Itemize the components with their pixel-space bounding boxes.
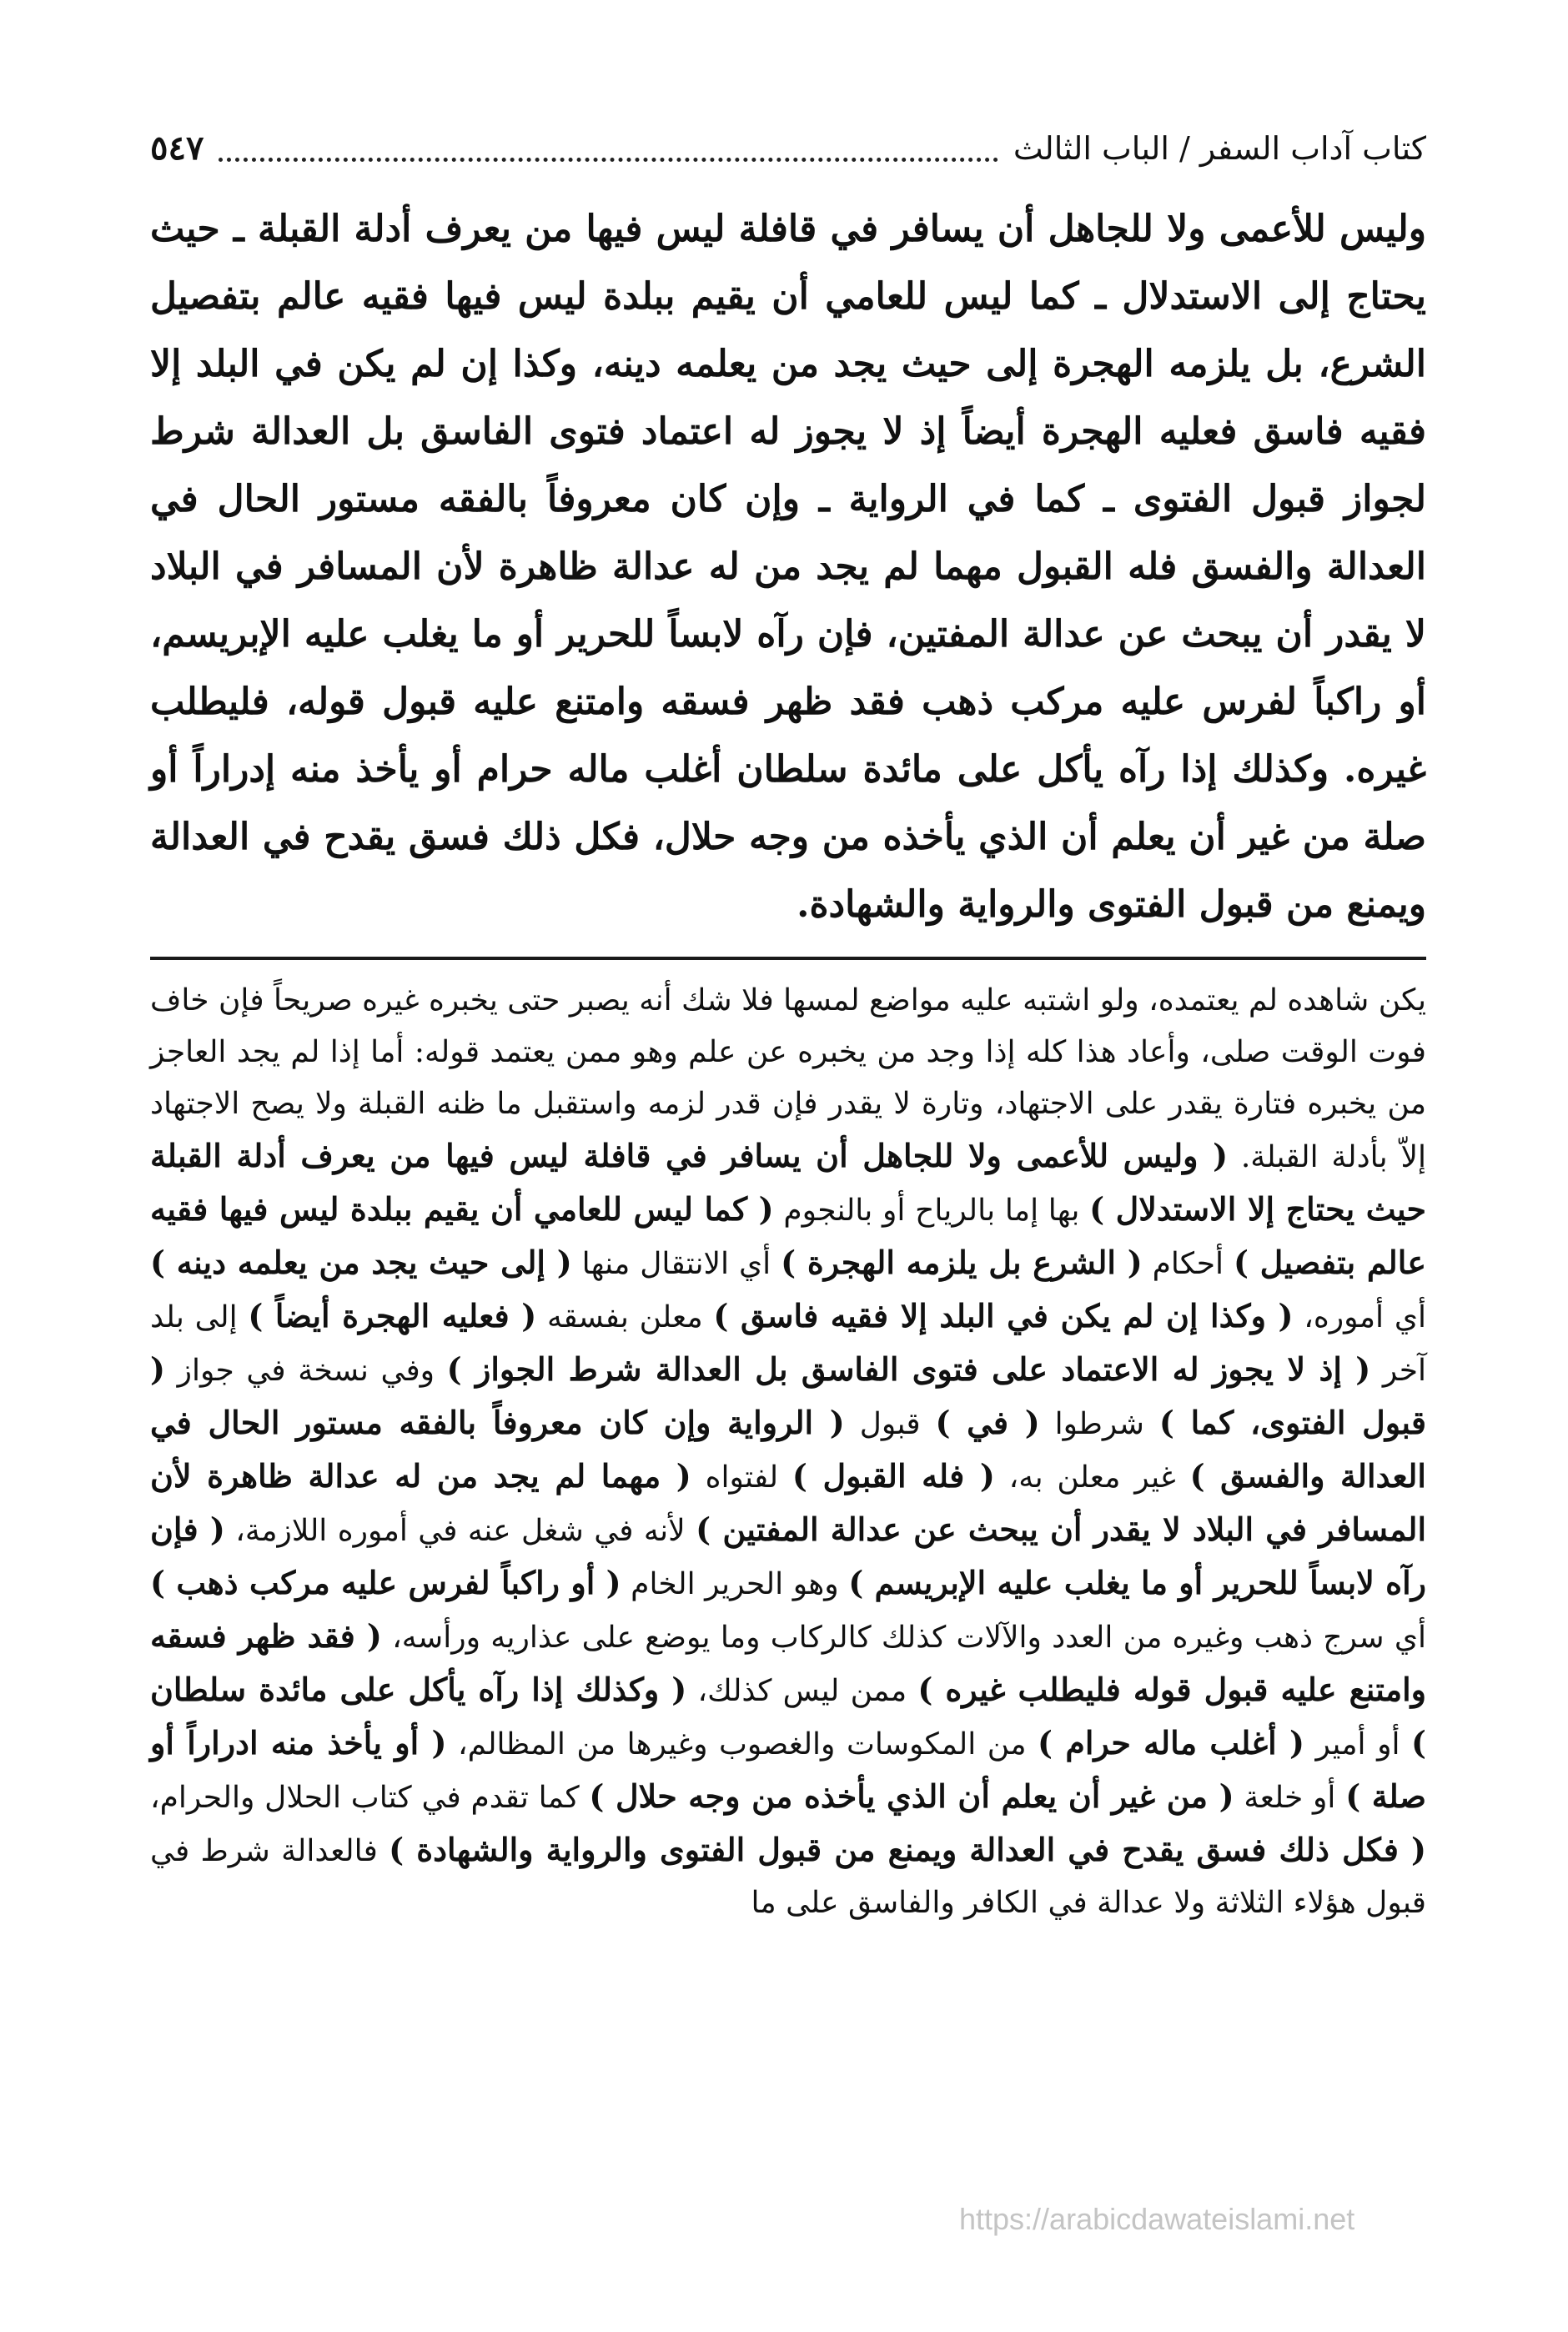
commentary-text: أحكام (1142, 1247, 1234, 1281)
commentary-text: أي أموره، (1293, 1300, 1427, 1334)
commentary-paragraph (150, 975, 1426, 1929)
header-leader-dots (219, 158, 998, 162)
commentary-text: إلى بلد آخر (150, 1300, 1426, 1388)
commentary-quote: ( الشرع بل يلزمه الهجرة ) (781, 1244, 1143, 1281)
commentary-text: أو أمير (1304, 1727, 1411, 1762)
commentary-text: وفي نسخة في جواز (164, 1354, 447, 1388)
commentary-text: ممن ليس كذلك، (686, 1674, 918, 1708)
main-text (150, 195, 1426, 938)
commentary-quote: ( وليس للأعمى ولا للجاهل أن يسافر في قافلة ليس فيها من يعرف أدلة القبلة حيث يحتاج إلا الاستدلال ) (150, 1137, 1427, 1228)
commentary (150, 975, 1426, 1929)
commentary-quote: ( من غير أن يعلم أن الذي يأخذه من وجه حلال ) (589, 1777, 1234, 1815)
commentary-quote: ( الرواية وإن كان معروفاً بالفقه مستور الحال في العدالة والفسق ) (150, 1404, 1426, 1495)
footnote-divider (150, 957, 1426, 960)
commentary-quote: ( إذ لا يجوز له الاعتماد على فتوى الفاسق بل العدالة شرط الجواز ) (446, 1350, 1371, 1388)
commentary-quote: ( أو يأخذ منه ادراراً أو صلة ) (150, 1724, 1426, 1815)
running-header (150, 108, 1426, 173)
commentary-text: أي سرج ذهب وغيره من العدد والآلات كذلك كالركاب وما يوضع على عذاريه ورأسه، (381, 1621, 1426, 1655)
commentary-quote: ( أغلب ماله حرام ) (1038, 1724, 1304, 1762)
commentary-text: معلن بفسقه (536, 1300, 714, 1334)
commentary-quote: ( كما ليس للعامي أن يقيم ببلدة ليس فيها فقيه عالم بتفصيل ) (150, 1190, 1426, 1281)
commentary-quote: ( فإن رآه لابساً للحرير أو ما يغلب عليه الإبريسم ) (150, 1510, 1426, 1601)
document-page (150, 108, 1426, 2260)
commentary-text: شرطوا (1039, 1407, 1159, 1441)
watermark-url: https://arabicdawateislami.net (959, 2202, 1355, 2236)
commentary-quote: ( مهما لم يجد من له عدالة ظاهرة لأن المسافر في البلاد لا يقدر أن يبحث عن عدالة المفتين ) (150, 1457, 1427, 1548)
page-number: ٥٤٧ (150, 128, 204, 168)
commentary-text: لفتواه (691, 1460, 792, 1495)
commentary-quote: ( فله القبول ) (792, 1457, 995, 1495)
commentary-quote: ( أو راكباً لفرس عليه مركب ذهب ) (150, 1564, 621, 1601)
commentary-text: من المكوسات والغصوب وغيرها من المظالم، (446, 1727, 1038, 1762)
header-title: كتاب آداب السفر / الباب الثالث (1013, 130, 1426, 167)
commentary-quote: ( فقد ظهر فسقه وامتنع عليه قبول قوله فليطلب غيره ) (150, 1617, 1426, 1708)
commentary-text: غير معلن به، (994, 1460, 1190, 1495)
commentary-quote: ( فكل ذلك فسق يقدح في العدالة ويمنع من قبول الفتوى والرواية والشهادة ) (389, 1831, 1427, 1868)
commentary-text: أو خلعة (1234, 1781, 1346, 1815)
commentary-quote: ( إلى حيث يجد من يعلمه دينه ) (150, 1244, 572, 1281)
commentary-text: فالعدالة شرط في قبول هؤلاء الثلاثة ولا عدالة في الكافر والفاسق على ما (150, 1834, 1426, 1920)
main-paragraph: وليس للأعمى ولا للجاهل أن يسافر في قافلة ليس فيها من يعرف أدلة القبلة ـ حيث يحتاج إلى الاستدلال ـ كما ليس للعامي أن يقيم ببلدة ليس فيها فقيه عالم بتفصيل الشرع، بل يلزمه الهجرة إلى حيث يجد من يعلمه دينه، وكذا إن لم يكن في البلد إلا فقيه فاسق فعليه الهجرة أيضاً إذ لا يجوز له اعتماد فتوى الفاسق بل العدالة شرط لجواز قبول الفتوى ـ كما في الرواية ـ وإن كان معروفاً بالفقه مستور الحال في العدالة والفسق فله القبول مهما لم يجد من له عدالة ظاهرة لأن المسافر في البلاد لا يقدر أن يبحث عن عدالة المفتين، فإن رآه لابساً للحرير أو ما يغلب عليه الإبريسم، أو راكباً لفرس عليه مركب ذهب فقد ظهر فسقه وامتنع عليه قبول قوله، فليطلب غيره. وكذلك إذا رآه يأكل على مائدة سلطان أغلب ماله حرام أو يأخذ منه إدراراً أو صلة من غير أن يعلم أن الذي يأخذه من وجه حلال، فكل ذلك فسق يقدح في العدالة ويمنع من قبول الفتوى والرواية والشهادة. (150, 208, 1426, 926)
commentary-text: لأنه في شغل عنه في أموره اللازمة، (224, 1514, 696, 1548)
commentary-quote: ( قبول الفتوى، كما ) (150, 1350, 1427, 1441)
commentary-quote: ( فعليه الهجرة أيضاً ) (248, 1297, 537, 1334)
commentary-text: أي الانتقال منها (571, 1247, 781, 1281)
commentary-quote: ( وكذلك إذا رآه يأكل على مائدة سلطان ) (150, 1671, 1426, 1762)
commentary-text: وهو الحرير الخام (621, 1567, 849, 1601)
commentary-text: قبول (844, 1407, 936, 1441)
commentary-text: كما تقدم في كتاب الحلال والحرام، (150, 1781, 590, 1815)
commentary-text: بها إما بالرياح أو بالنجوم (773, 1194, 1090, 1228)
commentary-text: يكن شاهده لم يعتمده، ولو اشتبه عليه مواضع لمسها فلا شك أنه يصبر حتى يخبره غيره صريحاً فإن خاف فوت الوقت صلى، وأعاد هذا كله إذا وجد من يخبره عن علم وهو ممن يعتمد قوله: أما إذا لم يجد العاجز من يخبره فتارة يقدر على الاجتهاد، وتارة لا يقدر فإن قدر لزمه واستقبل ما ظنه القبلة ولا يصح الاجتهاد إلاّ بأدلة القبلة. (150, 983, 1426, 1174)
commentary-quote: ( في ) (935, 1404, 1040, 1441)
commentary-quote: ( وكذا إن لم يكن في البلد إلا فقيه فاسق ) (713, 1297, 1294, 1334)
